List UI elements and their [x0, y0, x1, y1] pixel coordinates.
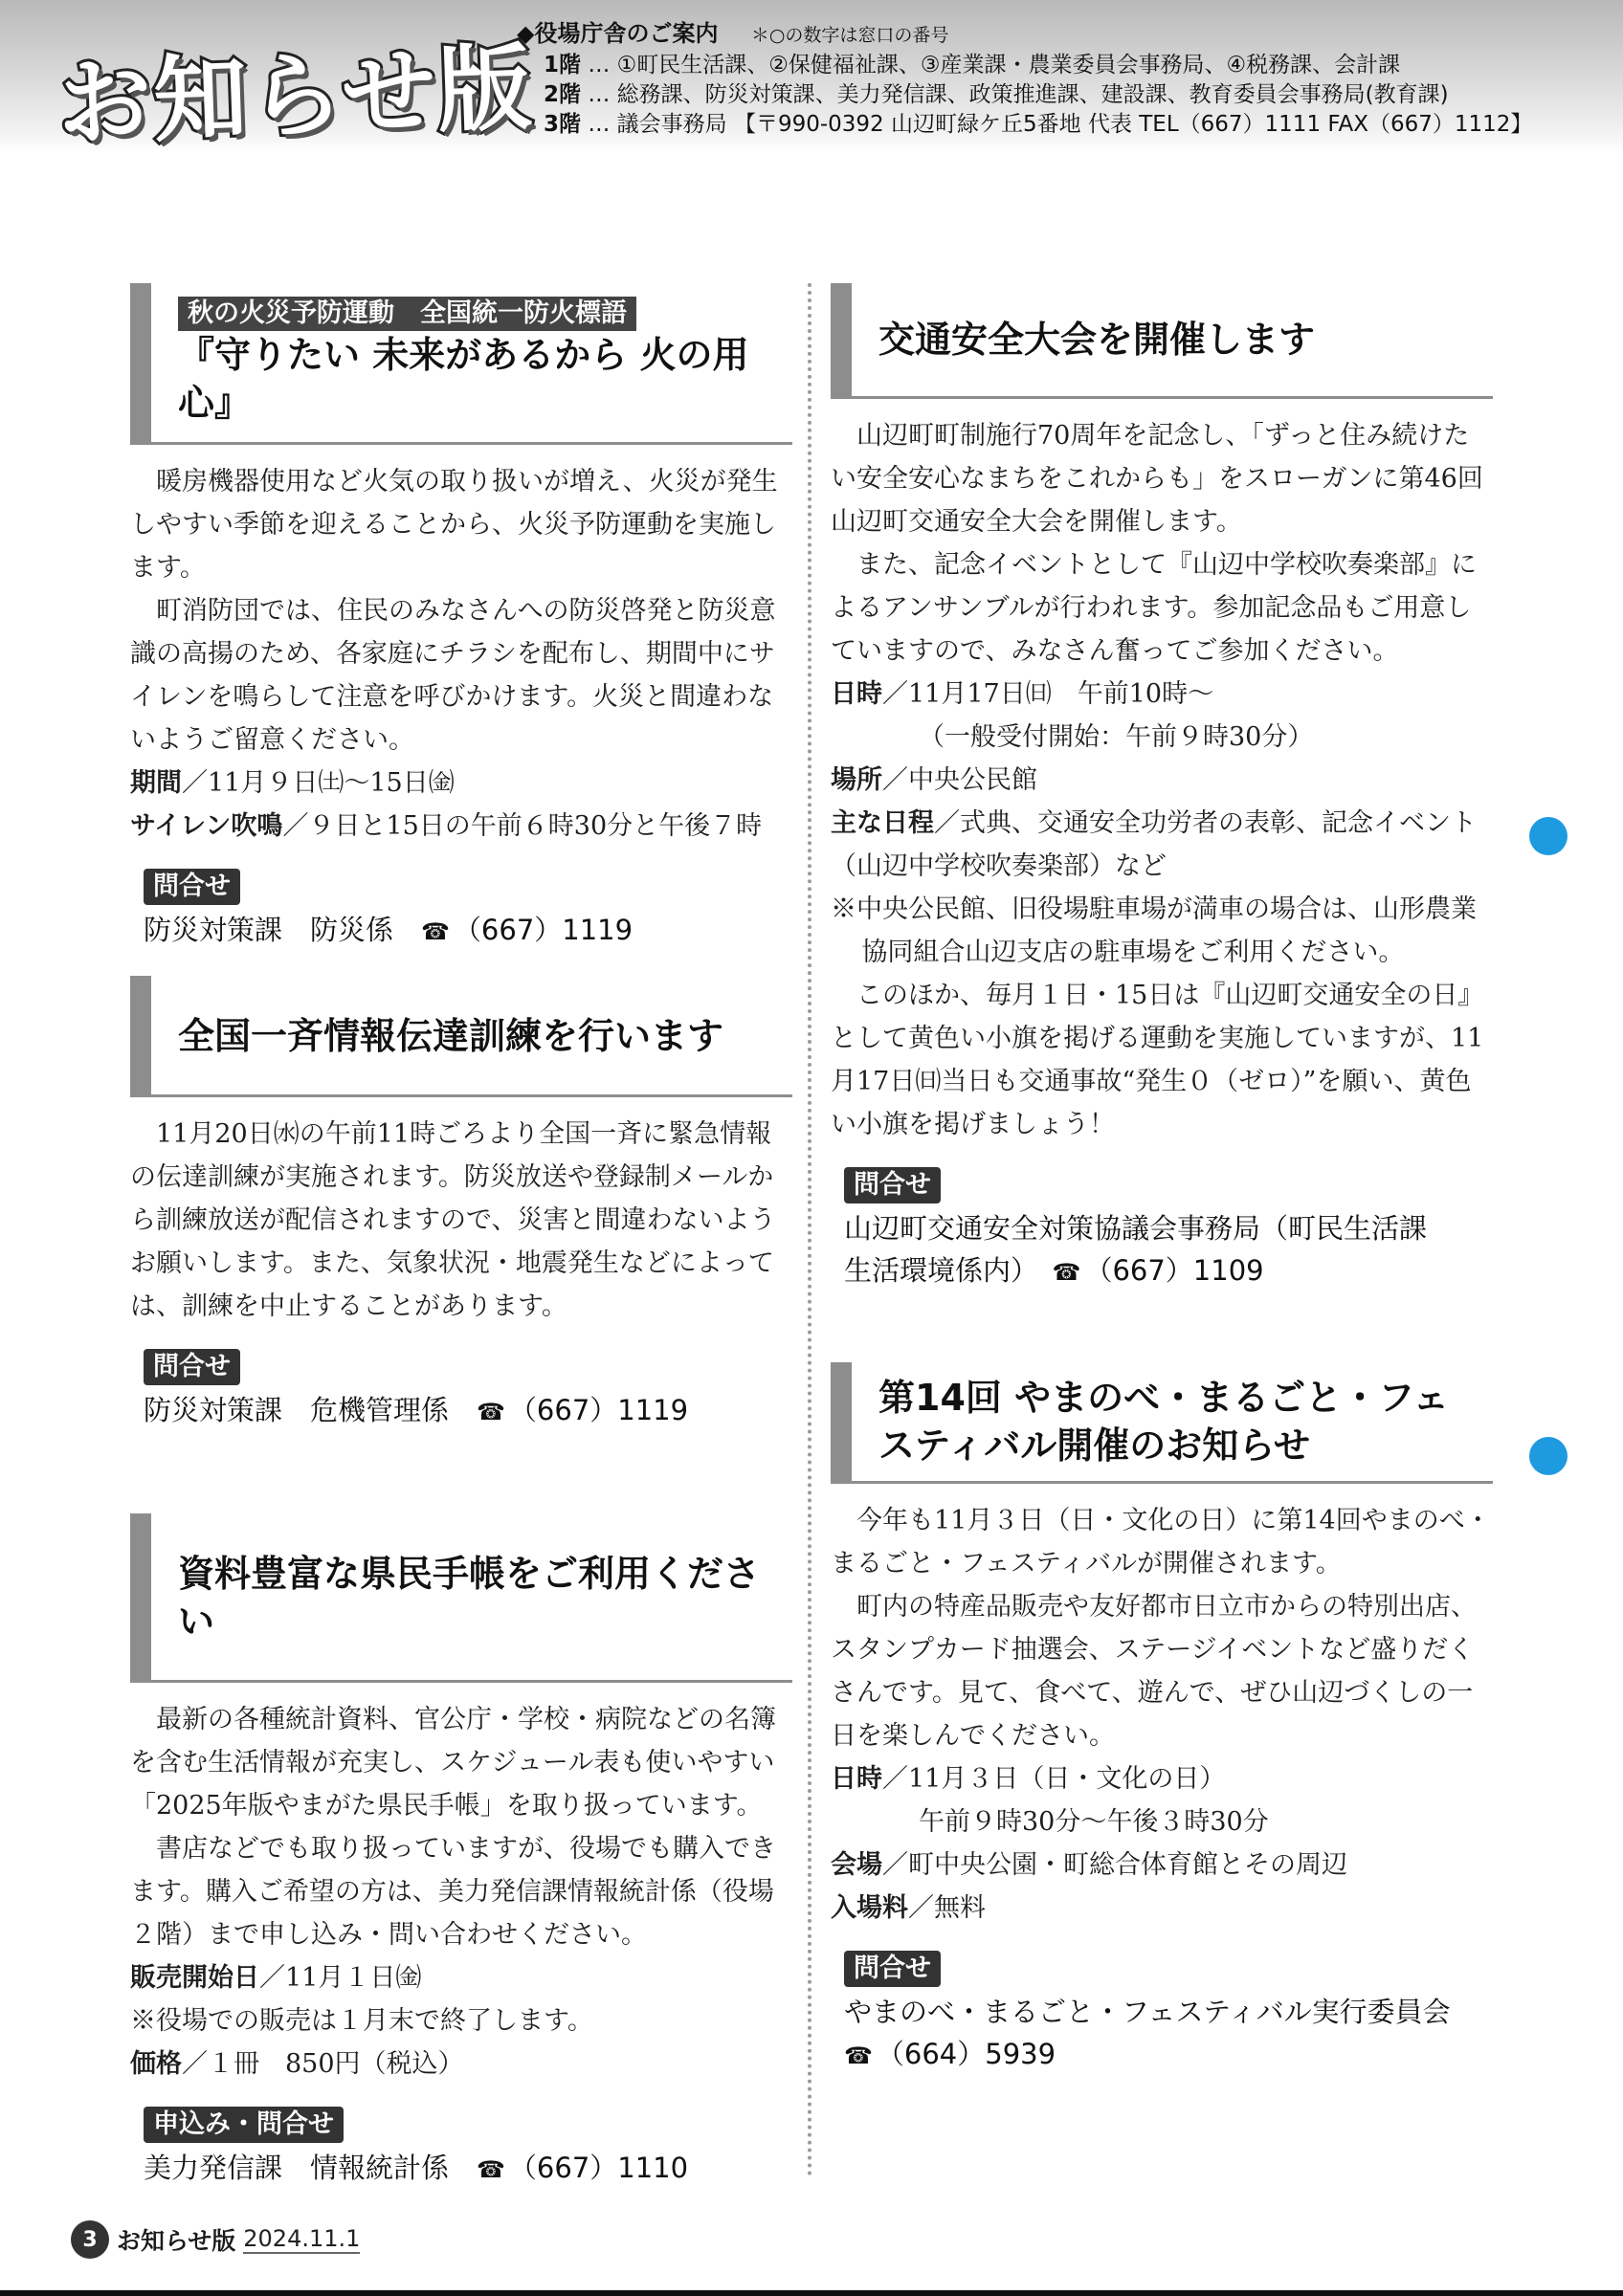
- phone-icon: ☎: [1052, 1259, 1081, 1286]
- paragraph: 書店などでも取り扱っていますが、役場でも購入できます。購入ご希望の方は、美力発信課情報統計係（役場２階）まで申し込み・問い合わせください。: [130, 1834, 776, 1950]
- contact-label: 問合せ: [844, 1951, 941, 1987]
- info-value: ／町中央公園・町総合体育館とその周辺: [882, 1850, 1347, 1880]
- article-fire-prevention: [130, 283, 792, 953]
- paragraph: 町内の特産品販売や友好都市日立市からの特別出店、スタンプカード抽選会、ステージイベントなど盛りだくさんです。見て、食べて、遊んで、ぜひ山辺づくしの一日を楽しんでください。: [831, 1592, 1477, 1751]
- paragraph: 山辺町町制施行70周年を記念し、「ずっと住み続けたい安全安心なまちをこれからも」をスローガンに第46回山辺町交通安全大会を開催します。: [831, 421, 1483, 537]
- info-key: 場所: [831, 765, 882, 795]
- info-key: 会場: [831, 1850, 882, 1880]
- contact-line: [144, 2147, 792, 2191]
- header-band: [0, 0, 1623, 160]
- floor-label: 1階: [544, 53, 582, 77]
- article-kicker: 秋の火災予防運動 全国統一防火標語: [178, 297, 636, 331]
- contact-phone: （664）5939: [876, 2038, 1056, 2070]
- masthead-logo: [56, 15, 536, 160]
- office-guide-note: ＊○の数字は窓口の番号: [750, 25, 949, 46]
- contact-label: 申込み・問合せ: [144, 2107, 344, 2143]
- contact-label: 問合せ: [144, 869, 240, 905]
- info-date-sub: （一般受付開始：午前９時30分）: [919, 722, 1314, 752]
- info-value: ／11月１日㈮: [259, 1963, 422, 1993]
- contact-line: 山辺町交通安全対策協議会事務局（町民生活課: [844, 1212, 1428, 1245]
- contact-line: [144, 909, 792, 953]
- info-value: ／式典、交通安全功労者の表彰、記念イベント（山辺中学校吹奏楽部）など: [831, 808, 1477, 881]
- article-headline: [130, 1513, 792, 1683]
- page-footer: [71, 2221, 360, 2258]
- info-period: [130, 762, 792, 805]
- article-headline: [130, 283, 792, 445]
- contact-phone: （667）1119: [453, 914, 634, 946]
- contact-label: 問合せ: [144, 1349, 240, 1385]
- floor-row-2: [517, 80, 1608, 110]
- contact-label: 問合せ: [844, 1167, 941, 1203]
- info-place: [831, 759, 1493, 802]
- floor-row-3: [517, 110, 1608, 140]
- article-title: 資料豊富な県民手帳をご利用ください: [178, 1553, 761, 1643]
- masthead-title: お知らせ版: [56, 33, 536, 160]
- article-title-line: 第14回 やまのべ・まるごと・フェ: [878, 1377, 1450, 1419]
- info-venue: [831, 1843, 1493, 1887]
- contact-block: [831, 1167, 1493, 1293]
- article-headline: [831, 1362, 1493, 1484]
- info-value: ／９日と15日の午前６時30分と午後７時: [282, 811, 763, 841]
- info-parking-note: ※中央公民館、旧役場駐車場が満車の場合は、山形農業協同組合山辺支店の駐車場をご利用ください。: [831, 894, 1477, 967]
- info-date: [831, 673, 1493, 716]
- floor-label: 2階: [544, 82, 582, 107]
- article-festival: [831, 1362, 1493, 2077]
- floor-text: … 総務課、防災対策課、美力発信課、政策推進課、建設課、教育委員会事務局(教育課): [588, 82, 1449, 107]
- paragraph: また、記念イベントとして『山辺中学校吹奏楽部』によるアンサンブルが行われます。参加記念品もご用意していますので、みなさん奮ってご参加ください。: [831, 550, 1477, 666]
- info-key: 日時: [831, 679, 882, 709]
- article-title: 『守りたい 未来があるから 火の用心』: [178, 334, 749, 424]
- contact-line: やまのべ・まるごと・フェスティバル実行委員会: [844, 1996, 1451, 2028]
- article-handbook: [130, 1513, 792, 2191]
- info-fee: [831, 1887, 1493, 1930]
- footer-date: 2024.11.1: [243, 2225, 361, 2252]
- paragraph: 暖房機器使用など火気の取り扱いが増え、火災が発生しやすい季節を迎えることから、火災予防運動を実施します。: [130, 467, 778, 583]
- article-body: [130, 1113, 792, 1328]
- contact-dept: 防災対策課 防災係: [144, 914, 422, 946]
- bottom-rule: [0, 2290, 1623, 2296]
- info-value: ／11月３日（日・文化の日）: [882, 1764, 1226, 1794]
- info-key: 日時: [831, 1764, 882, 1794]
- info-key: 価格: [130, 2049, 182, 2079]
- article-alert-drill: [130, 976, 792, 1433]
- contact-line: [844, 2033, 1493, 2077]
- article-title: 全国一斉情報伝達訓練を行います: [178, 1015, 724, 1057]
- phone-icon: ☎: [477, 2156, 505, 2183]
- paragraph: 今年も11月３日（日・文化の日）に第14回やまのべ・まるごと・フェスティバルが開催されます。: [831, 1506, 1491, 1578]
- contact-phone: （667）1109: [1084, 1254, 1264, 1287]
- contact-phone: （667）1110: [508, 2152, 689, 2184]
- contact-dept: 防災対策課 危機管理係: [144, 1394, 478, 1426]
- contact-block: [831, 1951, 1493, 2077]
- article-body: [130, 460, 792, 848]
- article-body: [130, 1698, 792, 2086]
- article-title: 交通安全大会を開催します: [878, 319, 1316, 361]
- contact-line: [144, 1389, 792, 1433]
- info-value: ／11月９日㈯～15日㈮: [182, 768, 455, 798]
- info-value: ／無料: [908, 1893, 986, 1923]
- column-divider: [808, 283, 812, 2177]
- article-headline: [130, 976, 792, 1097]
- info-key: サイレン吹鳴: [130, 811, 283, 841]
- floor-label: 3階: [544, 112, 582, 137]
- info-key: 販売開始日: [130, 1963, 259, 1993]
- info-key: 入場料: [831, 1893, 908, 1923]
- article-traffic-safety: [831, 283, 1493, 1293]
- contact-block: [130, 869, 792, 953]
- info-value: ／11月17日㈰ 午前10時～: [882, 679, 1214, 709]
- binding-hole-marker-bottom: [1529, 1437, 1567, 1475]
- paragraph: 11月20日㈬の午前11時ごろより全国一斉に緊急情報の伝達訓練が実施されます。防災放送や登録制メールから訓練放送が配信されますので、災害と間違わないようお願いします。また、気象状況・地震発生などによっては、訓練を中止することがあります。: [130, 1119, 776, 1321]
- info-date-sub: 午前９時30分～午後３時30分: [919, 1807, 1269, 1837]
- footer-title: お知らせ版: [117, 2227, 236, 2255]
- info-value: ／中央公民館: [882, 765, 1037, 795]
- info-price: [130, 2042, 792, 2086]
- phone-icon: ☎: [477, 1399, 505, 1425]
- contact-phone: （667）1119: [508, 1394, 689, 1426]
- floor-text: … 議会事務局 【〒990-0392 山辺町緑ケ丘5番地 代表 TEL（667）1111 FAX（667）1112】: [588, 112, 1533, 137]
- info-key: 期間: [130, 768, 182, 798]
- binding-hole-marker-top: [1529, 817, 1567, 855]
- paragraph: このほか、毎月１日・15日は『山辺町交通安全の日』として黄色い小旗を掲げる運動を実施していますが、11月17日㈰当日も交通事故“発生０（ゼロ）”を願い、黄色い小旗を掲げましょう！: [831, 981, 1484, 1139]
- info-sale-note: ※役場での販売は１月末で終了します。: [130, 2006, 593, 2036]
- info-schedule: [831, 802, 1493, 888]
- office-guide: [517, 19, 1608, 140]
- article-title-line: スティバル開催のお知らせ: [878, 1424, 1311, 1467]
- office-guide-heading: [517, 19, 1608, 51]
- article-body: [831, 414, 1493, 1146]
- floor-text: … ①町民生活課、②保健福祉課、③産業課・農業委員会事務局、④税務課、会計課: [588, 53, 1401, 77]
- article-headline: [831, 283, 1493, 399]
- floor-row-1: [517, 51, 1608, 80]
- info-date: [831, 1757, 1493, 1800]
- office-guide-title: ◆役場庁舎のご案内: [517, 20, 719, 47]
- contact-block: [130, 2107, 792, 2191]
- info-value: ／１冊 850円（税込）: [182, 2049, 464, 2079]
- contact-dept: 美力発信課 情報統計係: [144, 2152, 478, 2184]
- article-body: [831, 1499, 1493, 1930]
- contact-block: [130, 1349, 792, 1433]
- paragraph: 最新の各種統計資料、官公庁・学校・病院などの名簿を含む生活情報が充実し、スケジュール表も使いやすい「2025年版やまがた県民手帳」を取り扱っています。: [130, 1705, 776, 1821]
- contact-dept: 生活環境係内）: [844, 1254, 1025, 1287]
- phone-icon: ☎: [844, 2042, 873, 2069]
- page-number: 3: [71, 2220, 109, 2259]
- info-siren: [130, 805, 792, 848]
- info-sale-start: [130, 1956, 792, 1999]
- info-key: 主な日程: [831, 808, 934, 838]
- contact-line: [844, 1249, 1493, 1293]
- paragraph: 町消防団では、住民のみなさんへの防災啓発と防災意識の高揚のため、各家庭にチラシを配布し、期間中にサイレンを鳴らして注意を呼びかけます。火災と間違わないようご留意ください。: [130, 596, 776, 755]
- phone-icon: ☎: [421, 918, 450, 945]
